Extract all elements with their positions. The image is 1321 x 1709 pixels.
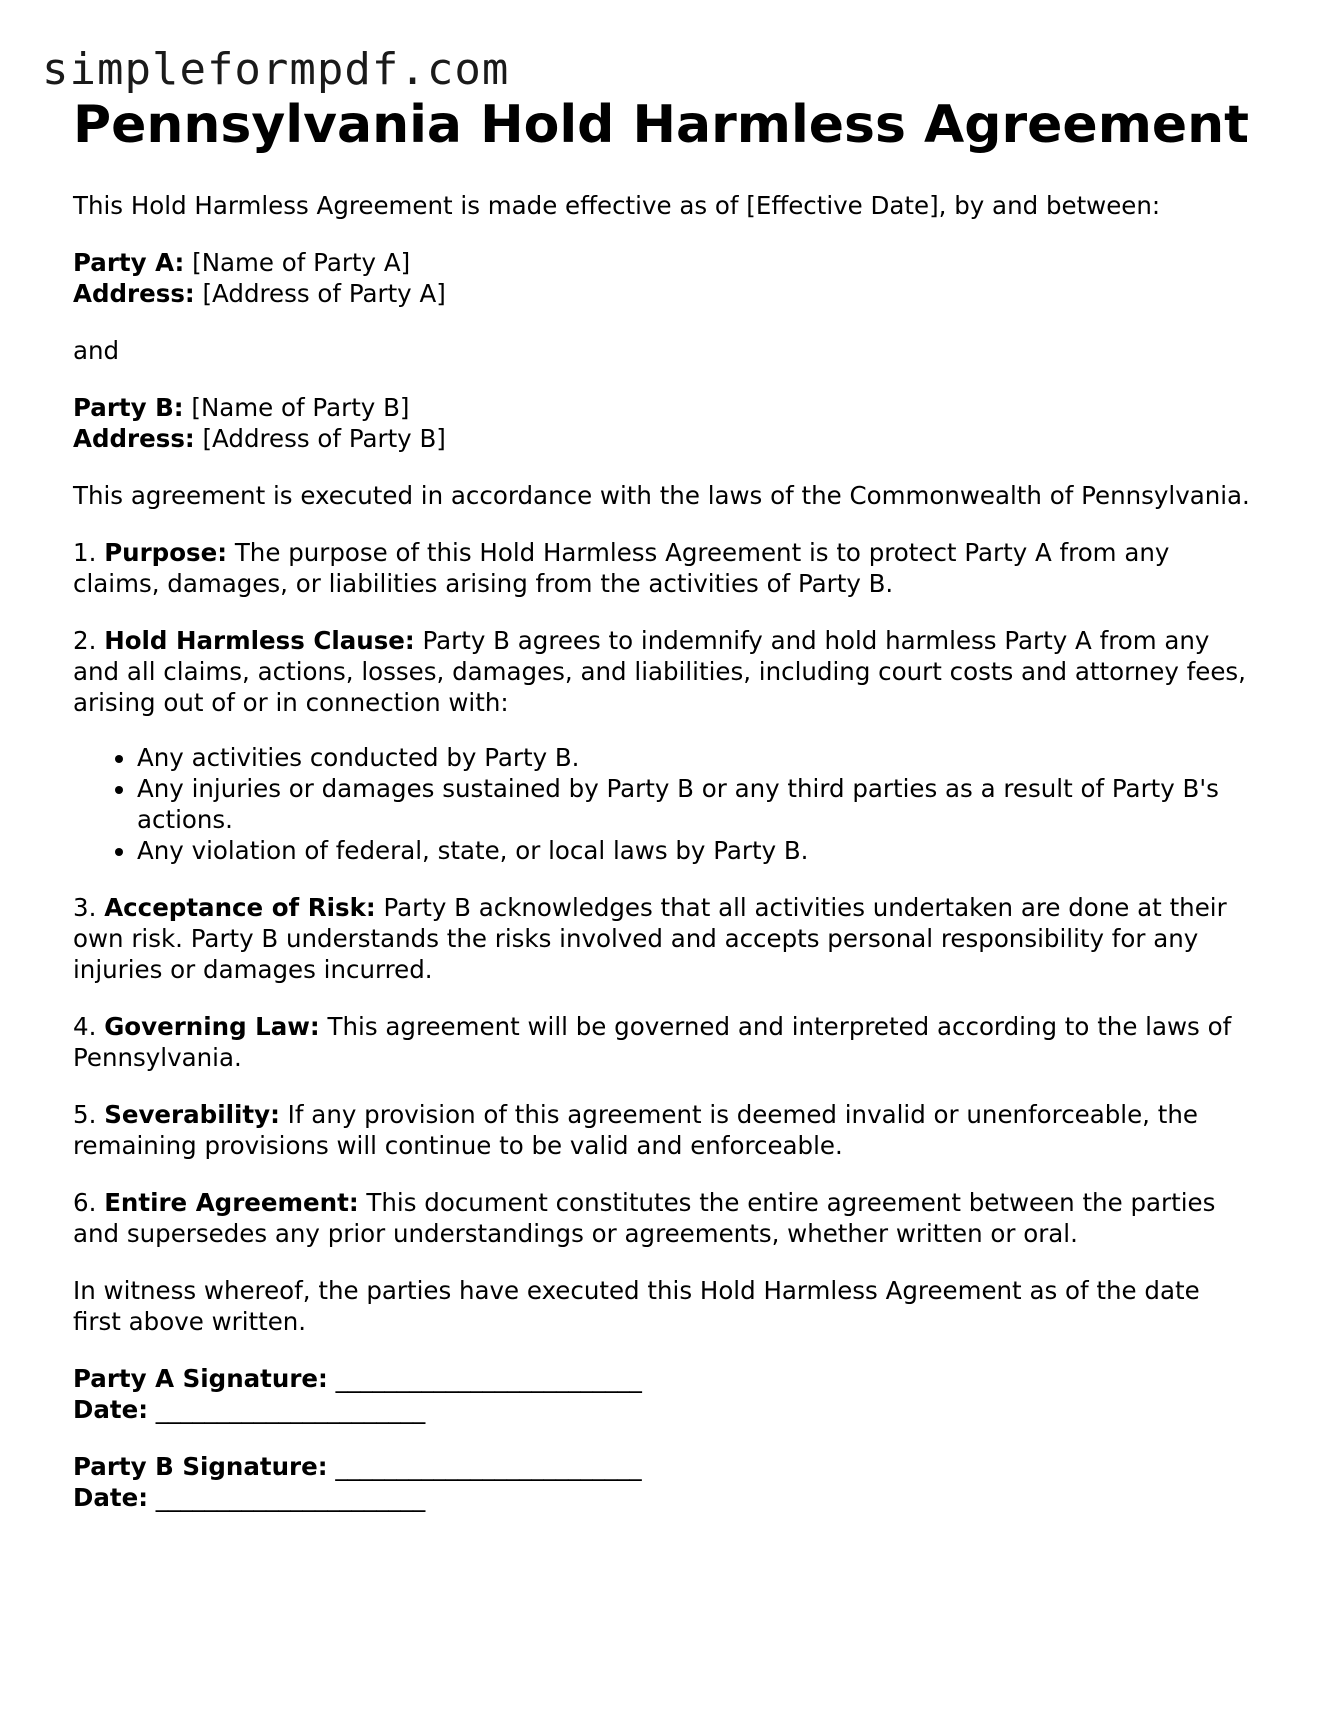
party-a-name-label: Party A: xyxy=(73,248,185,277)
party-b-signature-label: Party B Signature: xyxy=(73,1452,328,1481)
clause-number: 3. xyxy=(73,893,97,922)
party-b-name-label: Party B: xyxy=(73,393,184,422)
clause-text: This document constitutes the entire agreement between the parties and supersedes any prior understandings or agreements, whether written or oral. xyxy=(73,1188,1216,1248)
witness-paragraph: In witness whereof, the parties have executed this Hold Harmless Agreement as of the date first above written. xyxy=(73,1276,1200,1336)
party-b-name-value: [Name of Party B] xyxy=(191,393,410,422)
clause-number: 2. xyxy=(73,626,97,655)
clause-number: 1. xyxy=(73,538,97,567)
clause-entire-agreement xyxy=(73,1187,1253,1249)
page-title: Pennsylvania Hold Harmless Agreement xyxy=(73,95,1250,155)
party-a-block xyxy=(73,247,1253,309)
and-text: and xyxy=(73,336,120,365)
hold-harmless-list xyxy=(73,742,1253,866)
clause-number: 6. xyxy=(73,1188,97,1217)
party-b-address-value: [Address of Party B] xyxy=(202,424,446,453)
party-b-date-label: Date: xyxy=(73,1483,148,1512)
clause-acceptance-of-risk xyxy=(73,892,1253,985)
party-b-date-line[interactable]: ______________________ xyxy=(155,1483,426,1512)
watermark: simpleformpdf.com xyxy=(42,44,510,95)
clause-hold-harmless xyxy=(73,625,1253,718)
party-a-address-label: Address: xyxy=(73,279,195,308)
clause-text: Party B agrees to indemnify and hold harmless Party A from any and all claims, actions, losses, damages, and liabilities, including court costs and attorney fees, arising out of or in connection with: xyxy=(73,626,1246,717)
clause-heading: Hold Harmless Clause: xyxy=(104,626,415,655)
clause-heading: Severability: xyxy=(104,1100,280,1129)
clause-heading: Purpose: xyxy=(104,538,228,567)
clause-number: 5. xyxy=(73,1100,97,1129)
clause-text: This agreement will be governed and interpreted according to the laws of Pennsylvania. xyxy=(73,1012,1232,1072)
clause-number: 4. xyxy=(73,1012,97,1041)
party-a-address-value: [Address of Party A] xyxy=(202,279,446,308)
clause-severability xyxy=(73,1099,1253,1161)
party-b-address-label: Address: xyxy=(73,424,195,453)
clause-heading: Governing Law: xyxy=(104,1012,320,1041)
party-a-signature-label: Party A Signature: xyxy=(73,1364,328,1393)
clause-governing-law xyxy=(73,1011,1253,1073)
clause-purpose xyxy=(73,537,1253,599)
list-item: • Any activities conducted by Party B. xyxy=(137,742,1253,773)
intro-paragraph: This Hold Harmless Agreement is made effective as of [Effective Date], by and between: xyxy=(73,191,1161,220)
party-a-name-value: [Name of Party A] xyxy=(192,248,411,277)
party-a-date-line[interactable]: ______________________ xyxy=(155,1395,426,1424)
list-item: • Any violation of federal, state, or local laws by Party B. xyxy=(137,835,1253,866)
clause-text: The purpose of this Hold Harmless Agreement is to protect Party A from any claims, damages, or liabilities arising from the activities of Party B. xyxy=(73,538,1170,598)
party-b-signature-block xyxy=(73,1451,1253,1513)
party-b-block xyxy=(73,392,1253,454)
clause-text: Party B acknowledges that all activities undertaken are done at their own risk. Party B understands the risks involved and accepts personal responsibility for any injuries or damages incurred. xyxy=(73,893,1227,984)
jurisdiction-paragraph: This agreement is executed in accordance with the laws of the Commonwealth of Pennsylvania. xyxy=(73,481,1250,510)
clause-heading: Entire Agreement: xyxy=(104,1188,359,1217)
party-a-signature-line[interactable]: _________________________ xyxy=(335,1364,642,1393)
clause-text: If any provision of this agreement is deemed invalid or unenforceable, the remaining provisions will continue to be valid and enforceable. xyxy=(73,1100,1198,1160)
party-b-signature-line[interactable]: _________________________ xyxy=(335,1452,642,1481)
party-a-date-label: Date: xyxy=(73,1395,148,1424)
document xyxy=(73,95,1253,1539)
clause-heading: Acceptance of Risk: xyxy=(104,893,376,922)
party-a-signature-block xyxy=(73,1363,1253,1425)
list-item: • Any injuries or damages sustained by Party B or any third parties as a result of Party B's actions. xyxy=(137,773,1253,835)
